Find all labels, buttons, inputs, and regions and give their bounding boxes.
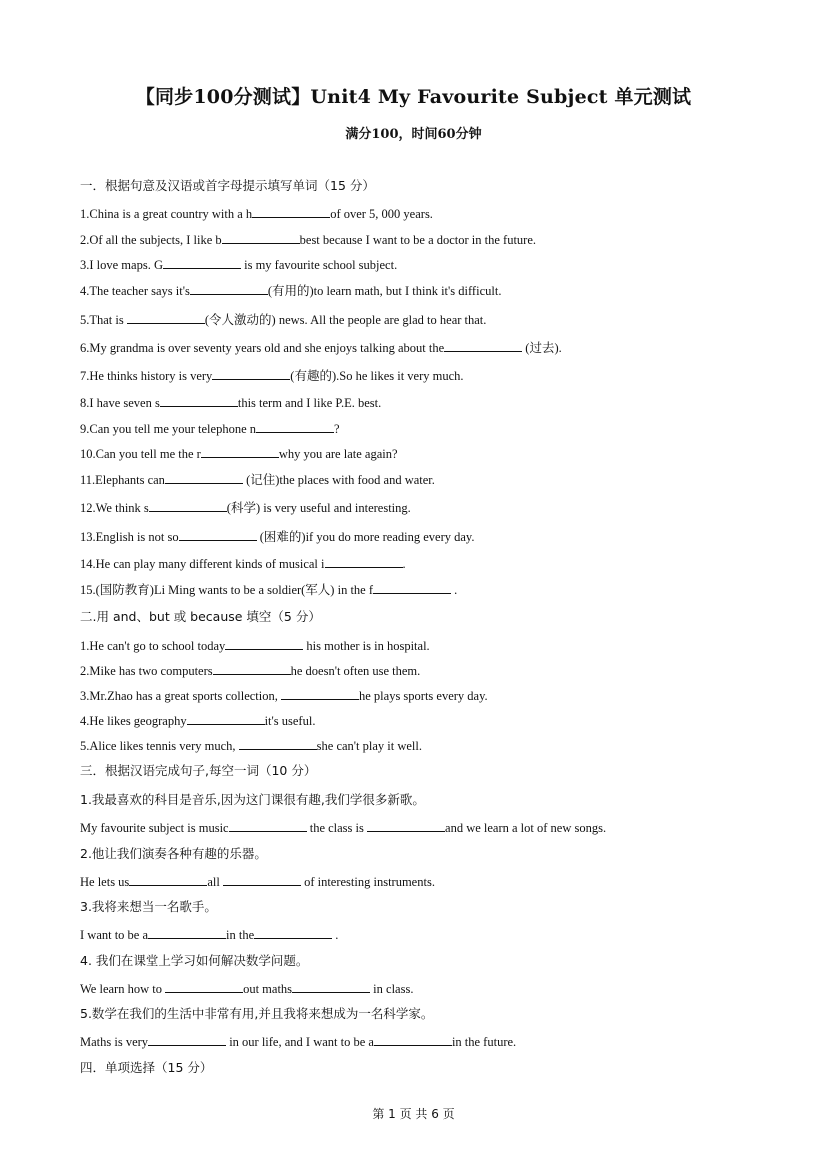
question-text: 1.He can't go to school today <box>80 639 226 653</box>
question-text: 1.我最喜欢的科目是音乐,因为这门课很有趣,我们学很多新歌。 <box>80 792 425 807</box>
question-line <box>80 499 411 516</box>
question-line <box>80 282 501 299</box>
answer-blank[interactable] <box>148 926 226 939</box>
question-text: of interesting instruments. <box>300 875 435 889</box>
question-text: . <box>332 928 339 942</box>
page-footer: 第 1 页 共 6 页 <box>372 1107 455 1121</box>
question-text: he doesn't often use them. <box>290 664 421 678</box>
question-text: He lets us <box>80 875 130 889</box>
question-text: why you are late again? <box>278 447 398 461</box>
question-text: . <box>451 583 458 597</box>
question-text: of over 5, 000 years. <box>330 207 433 221</box>
question-text: he plays sports every day. <box>359 689 488 703</box>
question-text: 6.My grandma is over seventy years old and she enjoys talking about the <box>80 341 445 355</box>
page-subtitle: 满分100，时间60分钟 <box>345 127 482 142</box>
question-text: 5.数学在我们的生活中非常有用,并且我将来想成为一名科学家。 <box>80 1006 434 1021</box>
answer-blank[interactable] <box>222 231 300 244</box>
answer-blank[interactable] <box>292 980 370 993</box>
question-line <box>80 339 562 356</box>
question-text: 15.(国防教育)Li Ming wants to be a soldier(军人) in the f <box>80 583 374 597</box>
question-text: 4.The teacher says it's <box>80 284 190 298</box>
question-text: 1.China is a great country with a h <box>80 207 253 221</box>
question-text: 4. 我们在课堂上学习如何解决数学问题。 <box>80 953 309 968</box>
question-text: 2.Mike has two computers <box>80 664 213 678</box>
answer-blank[interactable] <box>252 205 330 218</box>
question-text: is my favourite school subject. <box>240 258 398 272</box>
question-text: the class is <box>306 821 368 835</box>
question-text: 3.I love maps. G <box>80 258 163 272</box>
question-line <box>80 687 488 704</box>
answer-blank[interactable] <box>325 555 403 568</box>
question-text: 2.Of all the subjects, I like b <box>80 233 222 247</box>
answer-blank[interactable] <box>179 528 257 541</box>
answer-blank[interactable] <box>160 394 238 407</box>
answer-blank[interactable] <box>201 445 279 458</box>
question-text: in the <box>226 928 255 942</box>
question-line <box>80 420 340 437</box>
question-line <box>80 662 420 679</box>
answer-blank[interactable] <box>374 1033 452 1046</box>
question-line <box>80 819 606 836</box>
question-text: 12.We think s <box>80 501 149 515</box>
question-text: and we learn a lot of new songs. <box>445 821 607 835</box>
section-heading <box>80 1006 433 1022</box>
question-text: We learn how to <box>80 982 166 996</box>
question-text: 5.Alice likes tennis very much, <box>80 739 239 753</box>
question-text: 11.Elephants can <box>80 473 165 487</box>
question-text: 10.Can you tell me the r <box>80 447 201 461</box>
answer-blank[interactable] <box>149 499 227 512</box>
question-text: (有趣的).So he likes it very much. <box>290 369 464 383</box>
question-text: all <box>207 875 223 889</box>
question-text: I want to be a <box>80 928 149 942</box>
answer-blank[interactable] <box>367 819 445 832</box>
section-heading <box>80 846 267 862</box>
question-text: she can't play it well. <box>316 739 423 753</box>
question-text: 3.我将来想当一名歌手。 <box>80 899 217 914</box>
question-text: (记住)the places with food and water. <box>242 473 435 487</box>
question-line <box>80 471 435 488</box>
question-line <box>80 637 430 654</box>
question-text: in our life, and I want to be a <box>226 1035 374 1049</box>
section-heading <box>80 899 217 915</box>
section-heading <box>80 763 316 779</box>
question-text: 2.他让我们演奏各种有趣的乐器。 <box>80 846 267 861</box>
answer-blank[interactable] <box>213 662 291 675</box>
question-text: in the future. <box>451 1035 517 1049</box>
answer-blank[interactable] <box>187 712 265 725</box>
answer-blank[interactable] <box>212 367 290 380</box>
question-line <box>80 581 457 598</box>
section-heading <box>80 609 321 625</box>
question-line <box>80 555 406 572</box>
section-heading <box>80 178 375 194</box>
question-text: (困难的)if you do more reading every day. <box>256 530 475 544</box>
question-text: his mother is in hospital. <box>303 639 430 653</box>
question-text: this term and I like P.E. best. <box>237 396 382 410</box>
answer-blank[interactable] <box>190 282 268 295</box>
question-line <box>80 737 422 754</box>
answer-blank[interactable] <box>281 687 359 700</box>
question-line <box>80 205 433 222</box>
question-line <box>80 256 397 273</box>
answer-blank[interactable] <box>225 637 303 650</box>
question-text: 14.He can play many different kinds of musical i <box>80 557 325 571</box>
question-line <box>80 394 381 411</box>
question-line <box>80 1033 516 1050</box>
question-text: 四．单项选择（15 分） <box>80 1060 213 1075</box>
question-text: 4.He likes geography <box>80 714 187 728</box>
section-heading <box>80 953 308 969</box>
answer-blank[interactable] <box>223 873 301 886</box>
question-text: 7.He thinks history is very <box>80 369 213 383</box>
question-line <box>80 231 536 248</box>
question-text: 8.I have seven s <box>80 396 160 410</box>
question-line <box>80 367 464 384</box>
question-text: . <box>402 557 406 571</box>
question-line <box>80 445 398 462</box>
question-line <box>80 528 475 545</box>
answer-blank[interactable] <box>148 1033 226 1046</box>
answer-blank[interactable] <box>165 980 243 993</box>
answer-blank[interactable] <box>254 926 332 939</box>
question-line <box>80 980 413 997</box>
answer-blank[interactable] <box>256 420 334 433</box>
section-heading <box>80 792 425 808</box>
question-text: 二.用 and、but 或 because 填空（5 分） <box>80 609 321 624</box>
question-text: 9.Can you tell me your telephone n <box>80 422 257 436</box>
question-text: it's useful. <box>264 714 316 728</box>
question-text: (科学) is very useful and interesting. <box>226 501 411 515</box>
question-line <box>80 311 486 328</box>
answer-blank[interactable] <box>127 311 205 324</box>
question-text: 三．根据汉语完成句子,每空一词（10 分） <box>80 763 317 778</box>
question-text: ? <box>334 422 340 436</box>
answer-blank[interactable] <box>444 339 522 352</box>
question-text: (有用的)to learn math, but I think it's difficult. <box>267 284 502 298</box>
question-line <box>80 926 338 943</box>
question-text: 13.English is not so <box>80 530 179 544</box>
question-text: 一．根据句意及汉语或首字母提示填写单词（15 分） <box>80 178 375 193</box>
question-text: in class. <box>370 982 414 996</box>
answer-blank[interactable] <box>163 256 241 269</box>
answer-blank[interactable] <box>165 471 243 484</box>
answer-blank[interactable] <box>373 581 451 594</box>
section-heading <box>80 1060 212 1076</box>
answer-blank[interactable] <box>239 737 317 750</box>
question-text: 3.Mr.Zhao has a great sports collection, <box>80 689 281 703</box>
question-text: (令人激动的) news. All the people are glad to hear that. <box>204 313 487 327</box>
question-line <box>80 873 435 890</box>
page-title: 【同步100分测试】Unit4 My Favourite Subject 单元测试 <box>135 86 692 108</box>
question-text: (过去). <box>522 341 562 355</box>
question-line <box>80 712 315 729</box>
question-text: out maths <box>243 982 293 996</box>
question-text: best because I want to be a doctor in the future. <box>299 233 537 247</box>
answer-blank[interactable] <box>229 819 307 832</box>
question-text: Maths is very <box>80 1035 149 1049</box>
question-text: My favourite subject is music <box>80 821 229 835</box>
question-text: 5.That is <box>80 313 127 327</box>
answer-blank[interactable] <box>129 873 207 886</box>
